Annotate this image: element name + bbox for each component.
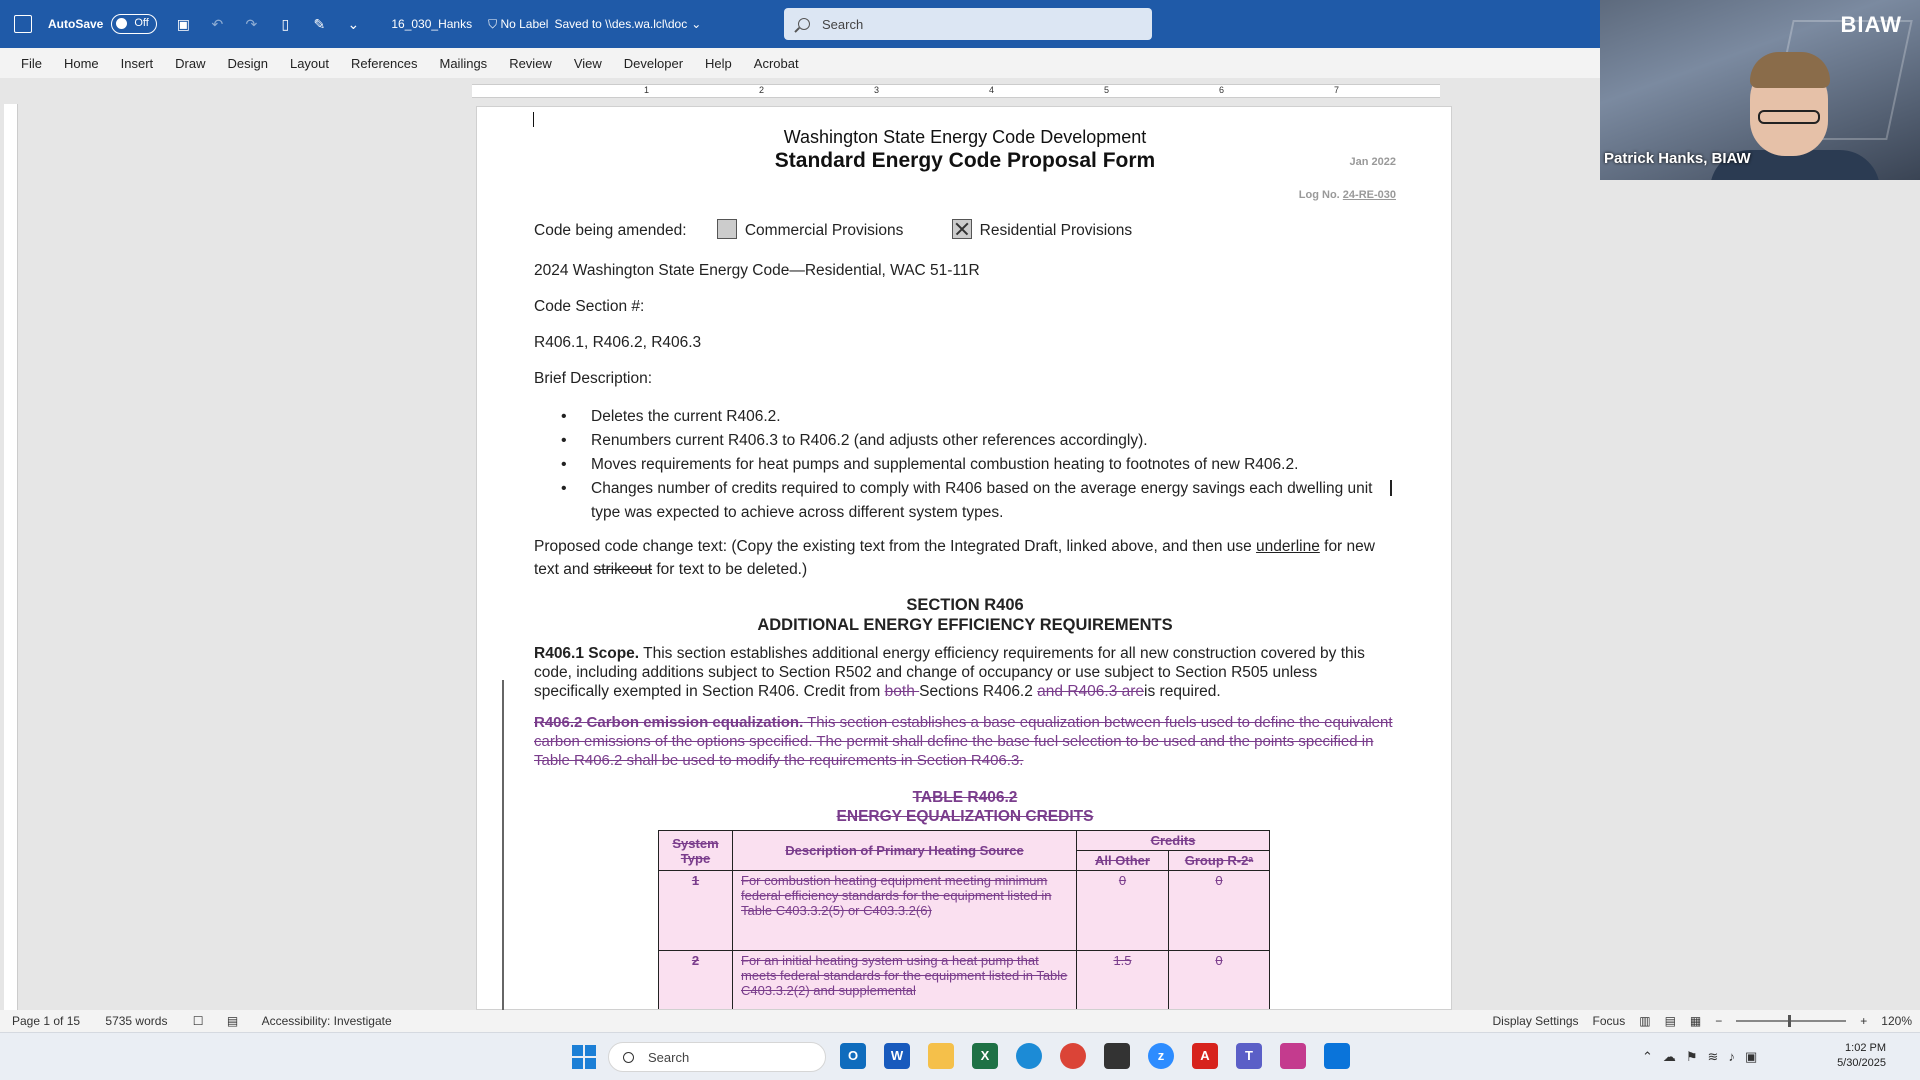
ruler-number: 7 xyxy=(1334,85,1340,95)
proposed-mid: for new text and xyxy=(534,538,1375,578)
text-caret xyxy=(533,112,534,127)
horizontal-ruler-row xyxy=(0,78,1600,104)
ribbon-tabs xyxy=(0,48,1600,78)
word-icon[interactable]: W xyxy=(884,1043,910,1069)
proposed-pre: Proposed code change text: (Copy the existing text from the Integrated Draft, linked above, and then use xyxy=(534,538,1257,555)
scope-strike-2: and R406.3 are xyxy=(1037,683,1145,700)
carbon-heading: R406.2 Carbon emission equalization. xyxy=(534,714,804,731)
page-count[interactable]: Page 1 of 15 xyxy=(12,1014,81,1028)
list-item: • Moves requirements for heat pumps and supplemental combustion heating to footnotes of new R406.2. xyxy=(534,453,1396,477)
section-title xyxy=(534,595,1396,635)
table-cell-type: 2 xyxy=(659,951,733,1011)
proofing-icon[interactable]: ☐ xyxy=(192,1014,204,1028)
scope-paragraph xyxy=(534,644,1396,701)
terminal-icon[interactable] xyxy=(1104,1043,1130,1069)
redo-icon[interactable]: ↷ xyxy=(245,16,258,32)
customize-toolbar-icon[interactable]: ⌄ xyxy=(347,16,360,32)
table-cell-all-other: 1.5 xyxy=(1077,951,1169,1011)
zoom-slider[interactable] xyxy=(1736,1020,1846,1022)
accessibility-status[interactable]: Accessibility: Investigate xyxy=(261,1014,392,1028)
tab-developer[interactable]: Developer xyxy=(623,55,684,71)
residential-checkbox[interactable] xyxy=(952,219,972,239)
presenter-glasses xyxy=(1758,110,1820,124)
acrobat-icon[interactable]: A xyxy=(1192,1043,1218,1069)
tab-acrobat[interactable]: Acrobat xyxy=(753,55,799,71)
log-number xyxy=(1299,189,1396,201)
table-header-system: System Type xyxy=(659,831,733,871)
excel-icon[interactable]: X xyxy=(972,1043,998,1069)
status-bar xyxy=(0,1010,1920,1032)
ruler-number: 3 xyxy=(874,85,880,95)
ruler-number: 2 xyxy=(759,85,765,95)
table-cell-type: 1 xyxy=(659,871,733,951)
table-row xyxy=(659,951,1270,1011)
outlook-icon[interactable]: O xyxy=(840,1043,866,1069)
table-cell-desc: For combustion heating equipment meeting minimum federal efficiency standards for the equipment listed in Table C403.3.2(5) or C403.3.2(6) xyxy=(733,871,1077,951)
teams-icon[interactable]: T xyxy=(1236,1043,1262,1069)
scope-text-2: Sections R406.2 xyxy=(919,683,1038,700)
document-page[interactable] xyxy=(476,106,1452,1010)
list-item: • Deletes the current R406.2. xyxy=(534,405,1396,429)
table-row xyxy=(659,871,1270,951)
save-status[interactable]: Saved to \\des.wa.lcl\doc xyxy=(554,17,688,31)
file-explorer-icon[interactable] xyxy=(928,1043,954,1069)
code-sections: R406.1, R406.2, R406.3 xyxy=(534,334,702,351)
track-changes-icon[interactable]: ▤ xyxy=(226,1014,239,1028)
scope-heading: R406.1 Scope. xyxy=(534,645,640,662)
ruler-number: 4 xyxy=(989,85,995,95)
energy-credits-table xyxy=(658,830,1270,1010)
clock-date: 5/30/2025 xyxy=(1837,1057,1886,1069)
autosave-label: AutoSave xyxy=(48,17,104,31)
tab-home[interactable]: Home xyxy=(63,55,99,71)
code-name: 2024 Washington State Energy Code—Residential, WAC 51-11R xyxy=(534,262,980,279)
table-cell-group: 0 xyxy=(1169,951,1270,1011)
word-app-icon[interactable] xyxy=(14,15,32,33)
table-cell-group: 0 xyxy=(1169,871,1270,951)
table-header-credits: Credits xyxy=(1077,831,1270,851)
proposed-change-text xyxy=(534,535,1396,581)
word-count[interactable]: 5735 words xyxy=(105,1014,168,1028)
brief-description-label: Brief Description: xyxy=(534,370,653,387)
zoom-in-icon[interactable]: + xyxy=(1860,1014,1868,1028)
ibeam-cursor-icon xyxy=(1390,480,1392,496)
ruler-number: 6 xyxy=(1219,85,1225,95)
table-header-group: Group R-2ᵃ xyxy=(1169,851,1270,871)
code-amended-row xyxy=(534,219,1132,240)
tab-view[interactable]: View xyxy=(573,55,602,71)
scope-text-3: is required. xyxy=(1144,683,1221,700)
log-label: Log No. xyxy=(1298,189,1340,201)
zoom-level[interactable]: 120% xyxy=(1881,1014,1912,1028)
proposed-strike: strikeout xyxy=(593,561,653,578)
residential-label: Residential Provisions xyxy=(979,222,1133,239)
brief-description-list xyxy=(534,405,1396,525)
section-title-line-1: SECTION R406 xyxy=(906,596,1024,614)
scope-strike-1: both xyxy=(884,683,920,700)
zoom-out-icon[interactable]: − xyxy=(1715,1014,1723,1028)
ruler-number: 1 xyxy=(644,85,650,95)
tab-references[interactable]: References xyxy=(351,55,418,71)
presenter-hair xyxy=(1750,52,1830,88)
section-title-line-2: ADDITIONAL ENERGY EFFICIENCY REQUIREMENTS xyxy=(757,616,1173,634)
header-line-2: Standard Energy Code Proposal Form xyxy=(774,149,1156,172)
tab-mailings[interactable]: Mailings xyxy=(439,55,488,71)
autosave-toggle[interactable]: Off xyxy=(111,14,157,34)
print-layout-icon[interactable]: ▤ xyxy=(1664,1014,1676,1028)
search-input[interactable] xyxy=(784,8,1152,40)
vertical-ruler[interactable] xyxy=(4,104,18,1010)
ruler-number: 5 xyxy=(1104,85,1110,95)
system-tray[interactable]: ⌃☁⚑≋♪▣ xyxy=(1642,1049,1768,1064)
tab-design[interactable]: Design xyxy=(227,55,268,71)
search-icon xyxy=(623,1052,634,1063)
table-title-line-1: TABLE R406.2 xyxy=(912,789,1018,806)
chrome-icon[interactable] xyxy=(1060,1043,1086,1069)
search-placeholder: Search xyxy=(822,16,864,32)
form-date: Jan 2022 xyxy=(1349,156,1396,168)
display-settings-button[interactable]: Display Settings xyxy=(1492,1014,1579,1028)
edge-icon[interactable] xyxy=(1016,1043,1042,1069)
search-icon xyxy=(798,18,810,30)
undo-icon[interactable]: ↶ xyxy=(211,16,224,32)
clock-time: 1:02 PM xyxy=(1845,1042,1886,1054)
log-number-value: 24-RE-030 xyxy=(1342,189,1396,201)
table-header-description: Description of Primary Heating Source xyxy=(733,831,1077,871)
table-header-all-other: All Other xyxy=(1077,851,1169,871)
document-name[interactable]: 16_030_Hanks xyxy=(391,17,473,31)
windows-taskbar xyxy=(0,1032,1920,1080)
tab-layout[interactable]: Layout xyxy=(289,55,330,71)
table-cell-desc: For an initial heating system using a heat pump that meets federal standards for the equipment listed in Table C403.3.2(2) and supplemental xyxy=(733,951,1077,1011)
taskbar-search-label: Search xyxy=(648,1049,690,1065)
proposed-underline: underline xyxy=(1256,538,1320,555)
windows-start-icon[interactable] xyxy=(572,1045,596,1069)
focus-button[interactable]: Focus xyxy=(1592,1014,1626,1028)
tab-review[interactable]: Review xyxy=(509,55,552,71)
new-document-icon[interactable]: ▯ xyxy=(281,16,290,32)
editor-icon[interactable]: ✎ xyxy=(313,16,326,32)
webcam-overlay xyxy=(1600,0,1920,180)
tab-file[interactable]: File xyxy=(21,55,42,71)
list-item: • Changes number of credits required to comply with R406 based on the average energy savings each dwelling unit type was expected to achieve across different system types. xyxy=(534,477,1396,525)
tab-insert[interactable]: Insert xyxy=(120,55,154,71)
tab-help[interactable]: Help xyxy=(705,55,732,71)
sensitivity-label[interactable]: ⛉ No Label xyxy=(488,16,549,31)
table-cell-all-other: 0 xyxy=(1077,871,1169,951)
presenter-name: Patrick Hanks, BIAW xyxy=(1604,150,1751,167)
save-icon[interactable]: ▣ xyxy=(176,16,190,32)
tab-draw[interactable]: Draw xyxy=(175,55,206,71)
clock[interactable] xyxy=(1837,1041,1886,1071)
header-line-1: Washington State Energy Code Development xyxy=(783,127,1147,147)
read-mode-icon[interactable]: ▥ xyxy=(1639,1014,1651,1028)
web-layout-icon[interactable]: ▦ xyxy=(1689,1014,1702,1028)
code-section-label: Code Section #: xyxy=(534,298,645,315)
change-bar xyxy=(502,680,504,1010)
sensitivity-label-text: No Label xyxy=(500,16,549,31)
app-icon[interactable] xyxy=(1324,1043,1350,1069)
snipping-tool-icon[interactable] xyxy=(1280,1043,1306,1069)
biaw-logo: BIAW xyxy=(1840,12,1902,37)
list-item: • Renumbers current R406.3 to R406.2 (and adjusts other references accordingly). xyxy=(534,429,1396,453)
commercial-label: Commercial Provisions xyxy=(744,222,904,239)
carbon-text: This section establishes a base equalization between fuels used to define the equivalent carbon emissions of the options specified. The permit shall define the base fuel selection to be used and the points specified in Table R406.2 shall be used to modify the requirements in Section R406.3. xyxy=(534,714,1393,769)
table-title-line-2: ENERGY EQUALIZATION CREDITS xyxy=(836,808,1094,825)
chevron-down-icon[interactable]: ⌄ xyxy=(691,17,702,31)
zoom-app-icon[interactable]: z xyxy=(1148,1043,1174,1069)
table-title xyxy=(534,788,1396,826)
carbon-paragraph xyxy=(534,713,1396,770)
code-amended-label: Code being amended: xyxy=(534,222,687,239)
scope-text: This section establishes additional energy efficiency requirements for all new construction covered by this code, including additions subject to Section R502 and change of occupancy or use subject to Section R505 unless specifically exempted in Section R406. Credit from xyxy=(534,645,1365,700)
proposed-post: for text to be deleted.) xyxy=(652,561,808,578)
taskbar-search[interactable] xyxy=(608,1042,826,1072)
horizontal-ruler[interactable] xyxy=(472,84,1440,98)
commercial-checkbox[interactable] xyxy=(717,219,737,239)
